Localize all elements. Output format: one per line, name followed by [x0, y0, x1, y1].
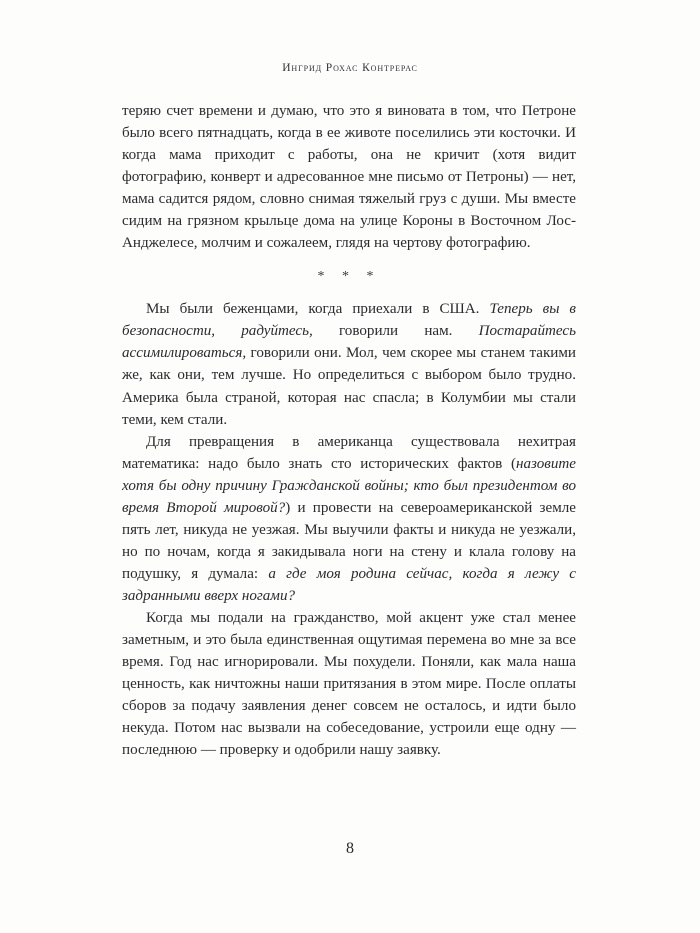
text-run: говорили нам. [312, 323, 479, 340]
italic-run-where-is-homeland: а где моя родина сейчас, когда я лежу с задранными вверх ногами? [122, 565, 576, 604]
paragraph-citizenship-math [122, 431, 576, 607]
text-run: ) и провести на североамериканской земле пять лет, никуда не уезжая. Мы выучили факты и никуда не уезжали, но по ночам, когда я закидывала ноги на стену и клала голову на подушку, я думала: [122, 499, 576, 582]
text-run: Мы были беженцами, когда приехали в США. [146, 301, 490, 318]
page-number: 8 [346, 840, 354, 857]
italic-run-civics-questions: назовите хотя бы одну причину Гражданской войны; кто был президентом во время Второй мировой? [122, 455, 576, 516]
paragraph-continued: теряю счет времени и думаю, что это я виновата в том, что Петроне было всего пятнадцать, когда в ее животе поселились эти косточки. И когда мама приходит с работы, она не кричит (хотя видит фотографию, конверт и адресованное мне письмо от Петроны) — нет, мама садится рядом, словно снимая тяжелый груз с души. Мы вместе сидим на грязном крыльце дома на улице Короны в Восточном Лос-Анджелесе, молчим и сожалеем, глядя на чертову фотографию. [122, 103, 576, 252]
text-run: Для превращения в американца существовала нехитрая математика: надо было знать сто исторических фактов ( [122, 433, 576, 472]
running-head: Ингрид Рохас Контрерас [282, 62, 418, 74]
section-break-ornament: * * * [317, 269, 381, 285]
italic-run-assimilate: Постарайтесь ассимилироваться, [122, 323, 576, 362]
body-text-block [122, 100, 576, 761]
paragraph-application: Когда мы подали на гражданство, мой акцент уже стал менее заметным, и это была единственная ощутимая перемена во мне за все время. Год нас игнорировали. Мы похудели. Поняли, как мала наша ценность, как ничтожны наши притязания в этом мире. После оплаты сборов за подачу заявления денег совсем не осталось, и идти было некуда. Потом нас вызвали на собеседование, устроили еще одну — последнюю — проверку и одобрили нашу заявку. [122, 609, 576, 759]
text-run: говорили они. Мол, чем скорее мы станем такими же, как они, тем лучше. Но определиться с выбором было трудно. Америка была страной, которая нас спасла; в Колумбии мы стали теми, кем стали. [122, 345, 576, 428]
italic-run-safe-now: Теперь вы в безопасности, радуйтесь, [122, 301, 576, 340]
paragraph-refugees [122, 298, 576, 430]
